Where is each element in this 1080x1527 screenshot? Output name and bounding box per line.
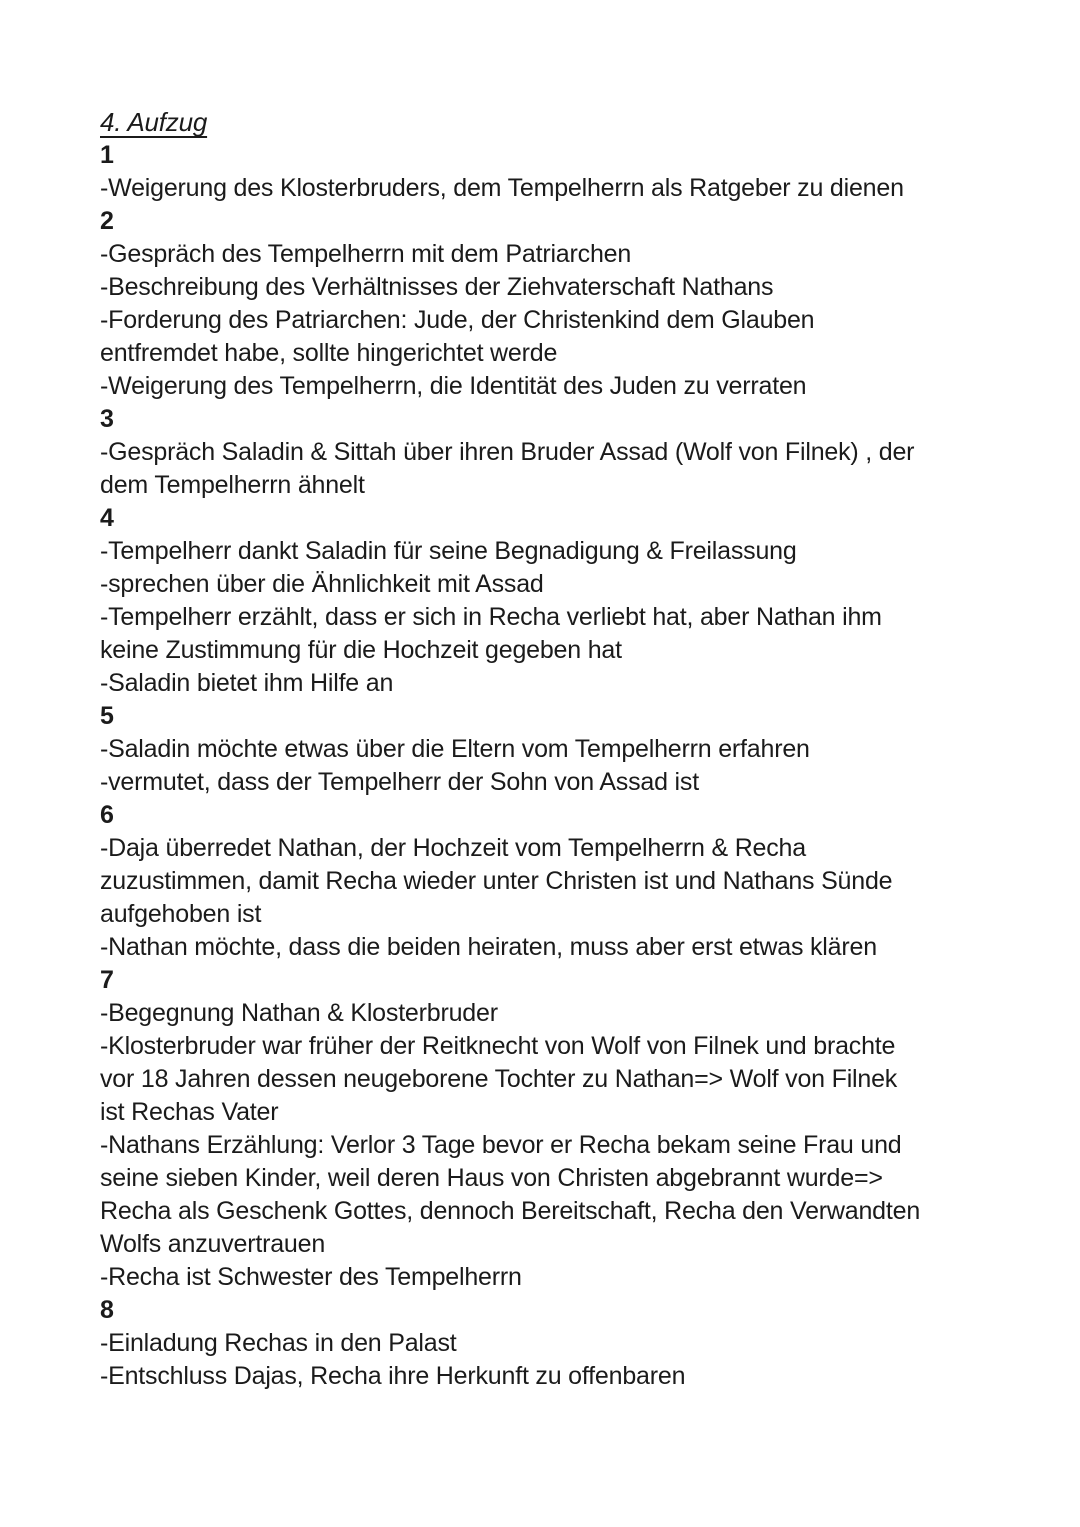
note-line: -Saladin möchte etwas über die Eltern vom Tempelherrn erfahren xyxy=(100,735,810,763)
section-scene-3 xyxy=(100,403,1040,502)
scene-number: 3 xyxy=(100,405,114,433)
note-line: -Gespräch des Tempelherrn mit dem Patriarchen xyxy=(100,240,632,268)
note-line: -Tempelherr erzählt, dass er sich in Recha verliebt hat, aber Nathan ihm xyxy=(100,603,882,631)
note-line: ist Rechas Vater xyxy=(100,1098,279,1126)
note-line: Wolfs anzuvertrauen xyxy=(100,1230,326,1258)
note-line: keine Zustimmung für die Hochzeit gegeben hat xyxy=(100,636,622,664)
note-line: dem Tempelherrn ähnelt xyxy=(100,471,365,499)
note-line: vor 18 Jahren dessen neugeborene Tochter zu Nathan=> Wolf von Filnek xyxy=(100,1065,898,1093)
note-line: -sprechen über die Ähnlichkeit mit Assad xyxy=(100,570,544,598)
note-line: -vermutet, dass der Tempelherr der Sohn von Assad ist xyxy=(100,768,699,796)
note-line: -Weigerung des Klosterbruders, dem Tempelherrn als Ratgeber zu dienen xyxy=(100,174,904,202)
section-scene-7 xyxy=(100,964,1040,1294)
section-scene-6 xyxy=(100,799,1040,964)
scene-number: 5 xyxy=(100,702,114,730)
note-line: -Saladin bietet ihm Hilfe an xyxy=(100,669,394,697)
note-line: entfremdet habe, sollte hingerichtet werde xyxy=(100,339,558,367)
scene-number: 4 xyxy=(100,504,114,532)
note-line: -Begegnung Nathan & Klosterbruder xyxy=(100,999,498,1027)
scene-number: 1 xyxy=(100,141,114,169)
note-line: aufgehoben ist xyxy=(100,900,262,928)
note-line: seine sieben Kinder, weil deren Haus von Christen abgebrannt wurde=> xyxy=(100,1164,883,1192)
scene-number: 6 xyxy=(100,801,114,829)
note-line: zuzustimmen, damit Recha wieder unter Christen ist und Nathans Sünde xyxy=(100,867,893,895)
section-scene-2 xyxy=(100,205,1040,403)
section-scene-5 xyxy=(100,700,1040,799)
section-scene-1 xyxy=(100,139,1040,205)
note-line: -Daja überredet Nathan, der Hochzeit vom Tempelherrn & Recha xyxy=(100,834,806,862)
note-line: -Klosterbruder war früher der Reitknecht von Wolf von Filnek und brachte xyxy=(100,1032,896,1060)
note-line: -Recha ist Schwester des Tempelherrn xyxy=(100,1263,522,1291)
note-line: Recha als Geschenk Gottes, dennoch Bereitschaft, Recha den Verwandten xyxy=(100,1197,921,1225)
note-line: -Nathan möchte, dass die beiden heiraten, muss aber erst etwas klären xyxy=(100,933,877,961)
note-line: -Tempelherr dankt Saladin für seine Begnadigung & Freilassung xyxy=(100,537,797,565)
scene-number: 8 xyxy=(100,1296,114,1324)
note-line: -Entschluss Dajas, Recha ihre Herkunft zu offenbaren xyxy=(100,1362,686,1390)
section-scene-4 xyxy=(100,502,1040,700)
section-scene-8 xyxy=(100,1294,1040,1393)
note-line: -Nathans Erzählung: Verlor 3 Tage bevor er Recha bekam seine Frau und xyxy=(100,1131,902,1159)
page-title: 4. Aufzug xyxy=(100,107,208,137)
scene-number: 7 xyxy=(100,966,114,994)
note-line: -Weigerung des Tempelherrn, die Identität des Juden zu verraten xyxy=(100,372,807,400)
note-line: -Einladung Rechas in den Palast xyxy=(100,1329,457,1357)
scene-number: 2 xyxy=(100,207,114,235)
note-line: -Forderung des Patriarchen: Jude, der Christenkind dem Glauben xyxy=(100,306,815,334)
note-line: -Beschreibung des Verhältnisses der Ziehvaterschaft Nathans xyxy=(100,273,774,301)
note-line: -Gespräch Saladin & Sittah über ihren Bruder Assad (Wolf von Filnek) , der xyxy=(100,438,915,466)
